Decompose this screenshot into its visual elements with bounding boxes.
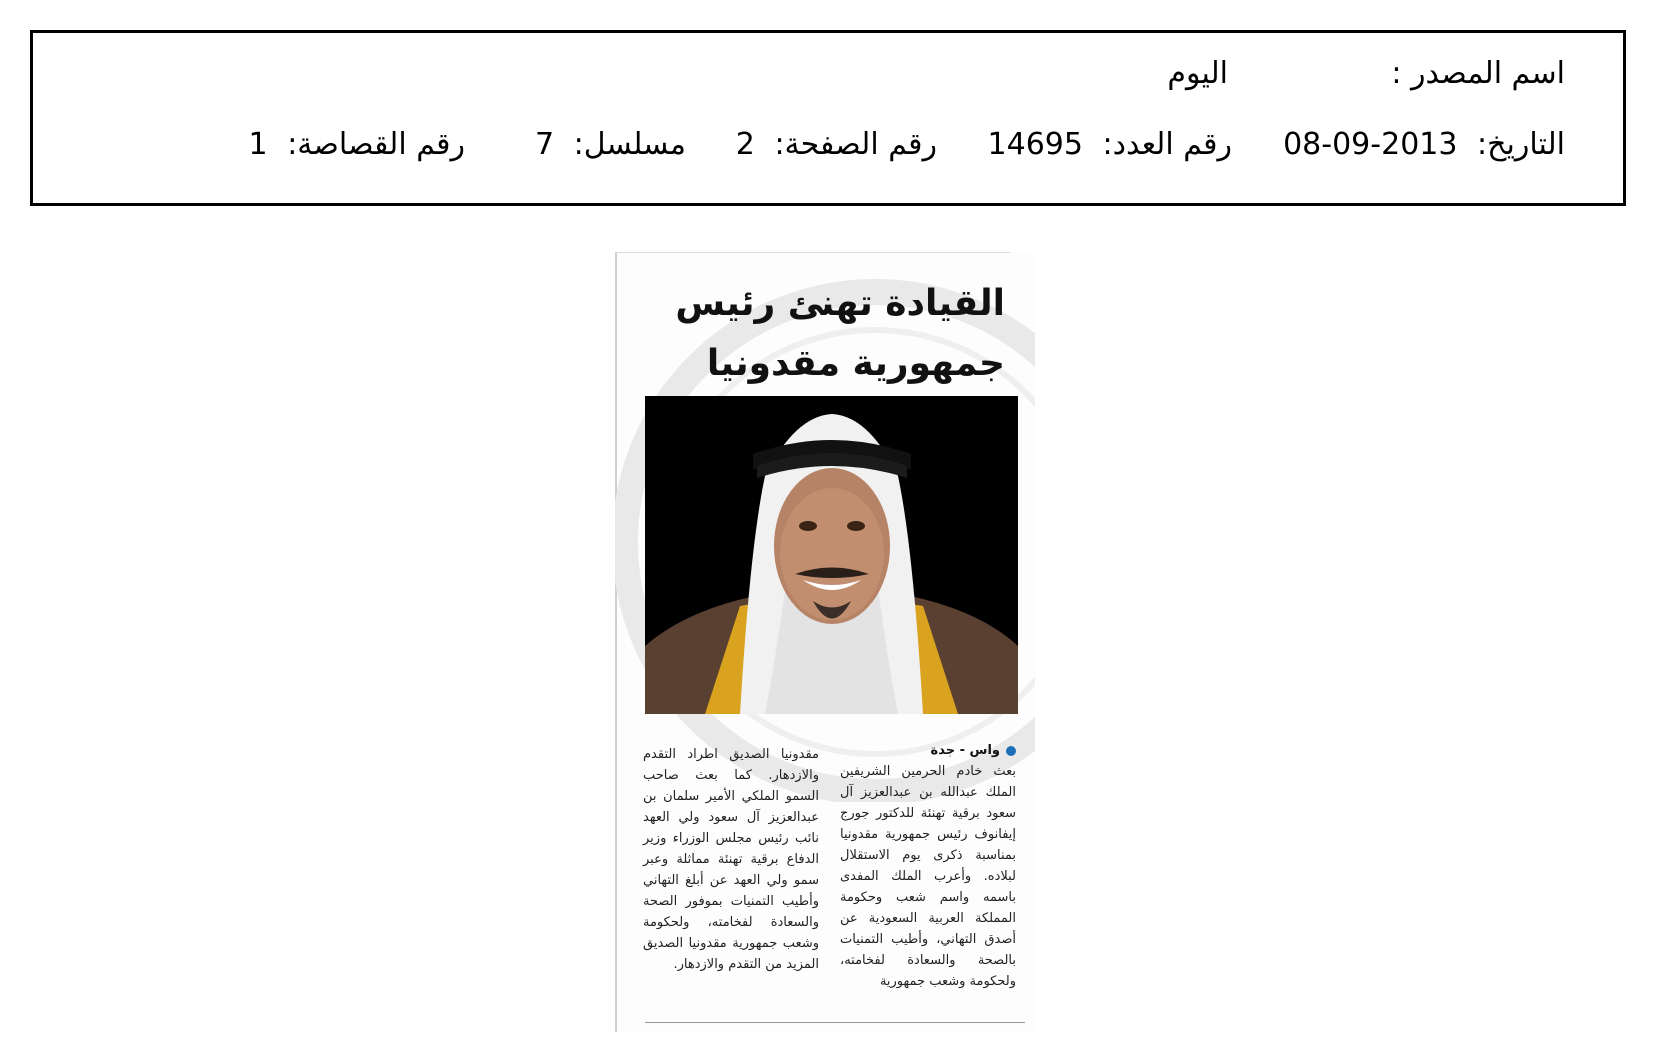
clipping-left-edge	[615, 252, 617, 1032]
issue-value: 14695	[987, 127, 1083, 162]
source-value: اليوم	[1167, 56, 1228, 91]
page-value: 2	[735, 127, 755, 162]
portrait-photo	[645, 396, 1018, 714]
article-body-left: مقدونيا الصديق اطراد التقدم والازدهار. كما بعث صاحب السمو الملكي الأمير سلمان بن عبدالعزيز آل سعود ولي العهد نائب رئيس مجلس الوزراء وزير الدفاع برقية تهنئة مماثلة وعبر سمو ولي العهد عن أبلغ التهاني وأطيب التمنيات بموفور الصحة والسعادة لفخامته، ولحكومة وشعب جمهورية مقدونيا الصديق المزيد من التقدم والازدهار.	[643, 747, 819, 972]
date-label: التاريخ:	[1477, 127, 1565, 162]
date-value: 2013-09-08	[1283, 127, 1458, 162]
bullet-dot-icon	[1006, 746, 1016, 756]
newspaper-clipping	[615, 252, 1035, 1032]
issue-label: رقم العدد:	[1102, 127, 1232, 162]
metadata-box	[30, 30, 1626, 206]
article-body-right: بعث خادم الحرمين الشريفين الملك عبدالله بن عبدالعزيز آل سعود برقية تهنئة للدكتور جورج إيفانوف رئيس جمهورية مقدونيا بمناسبة ذكرى يوم الاستقلال لبلاده. وأعرب الملك المفدى باسمه واسم شعب وحكومة المملكة العربية السعودية عن أصدق التهاني، وأطيب التمنيات بالصحة والسعادة لفخامته، ولحكومة وشعب جمهورية	[840, 764, 1016, 989]
serial-value: 7	[535, 127, 555, 162]
issue-field	[987, 127, 1232, 162]
serial-label: مسلسل:	[573, 127, 686, 162]
clip-value: 1	[248, 127, 268, 162]
source-label: اسم المصدر :	[1391, 56, 1565, 91]
byline	[840, 740, 1016, 761]
serial-field	[535, 127, 686, 162]
byline-text: واس - جدة	[930, 743, 1000, 758]
page-field	[735, 127, 937, 162]
article-headline: القيادة تهنئ رئيس جمهورية مقدونيا	[675, 283, 1005, 384]
bottom-rule	[645, 1022, 1025, 1023]
date-field	[1283, 127, 1565, 162]
article-column-left	[643, 744, 819, 975]
clipping-top-edge	[615, 252, 1010, 253]
clip-field	[248, 127, 465, 162]
page-label: رقم الصفحة:	[774, 127, 937, 162]
article-column-right	[840, 740, 1016, 992]
clip-label: رقم القصاصة:	[287, 127, 465, 162]
